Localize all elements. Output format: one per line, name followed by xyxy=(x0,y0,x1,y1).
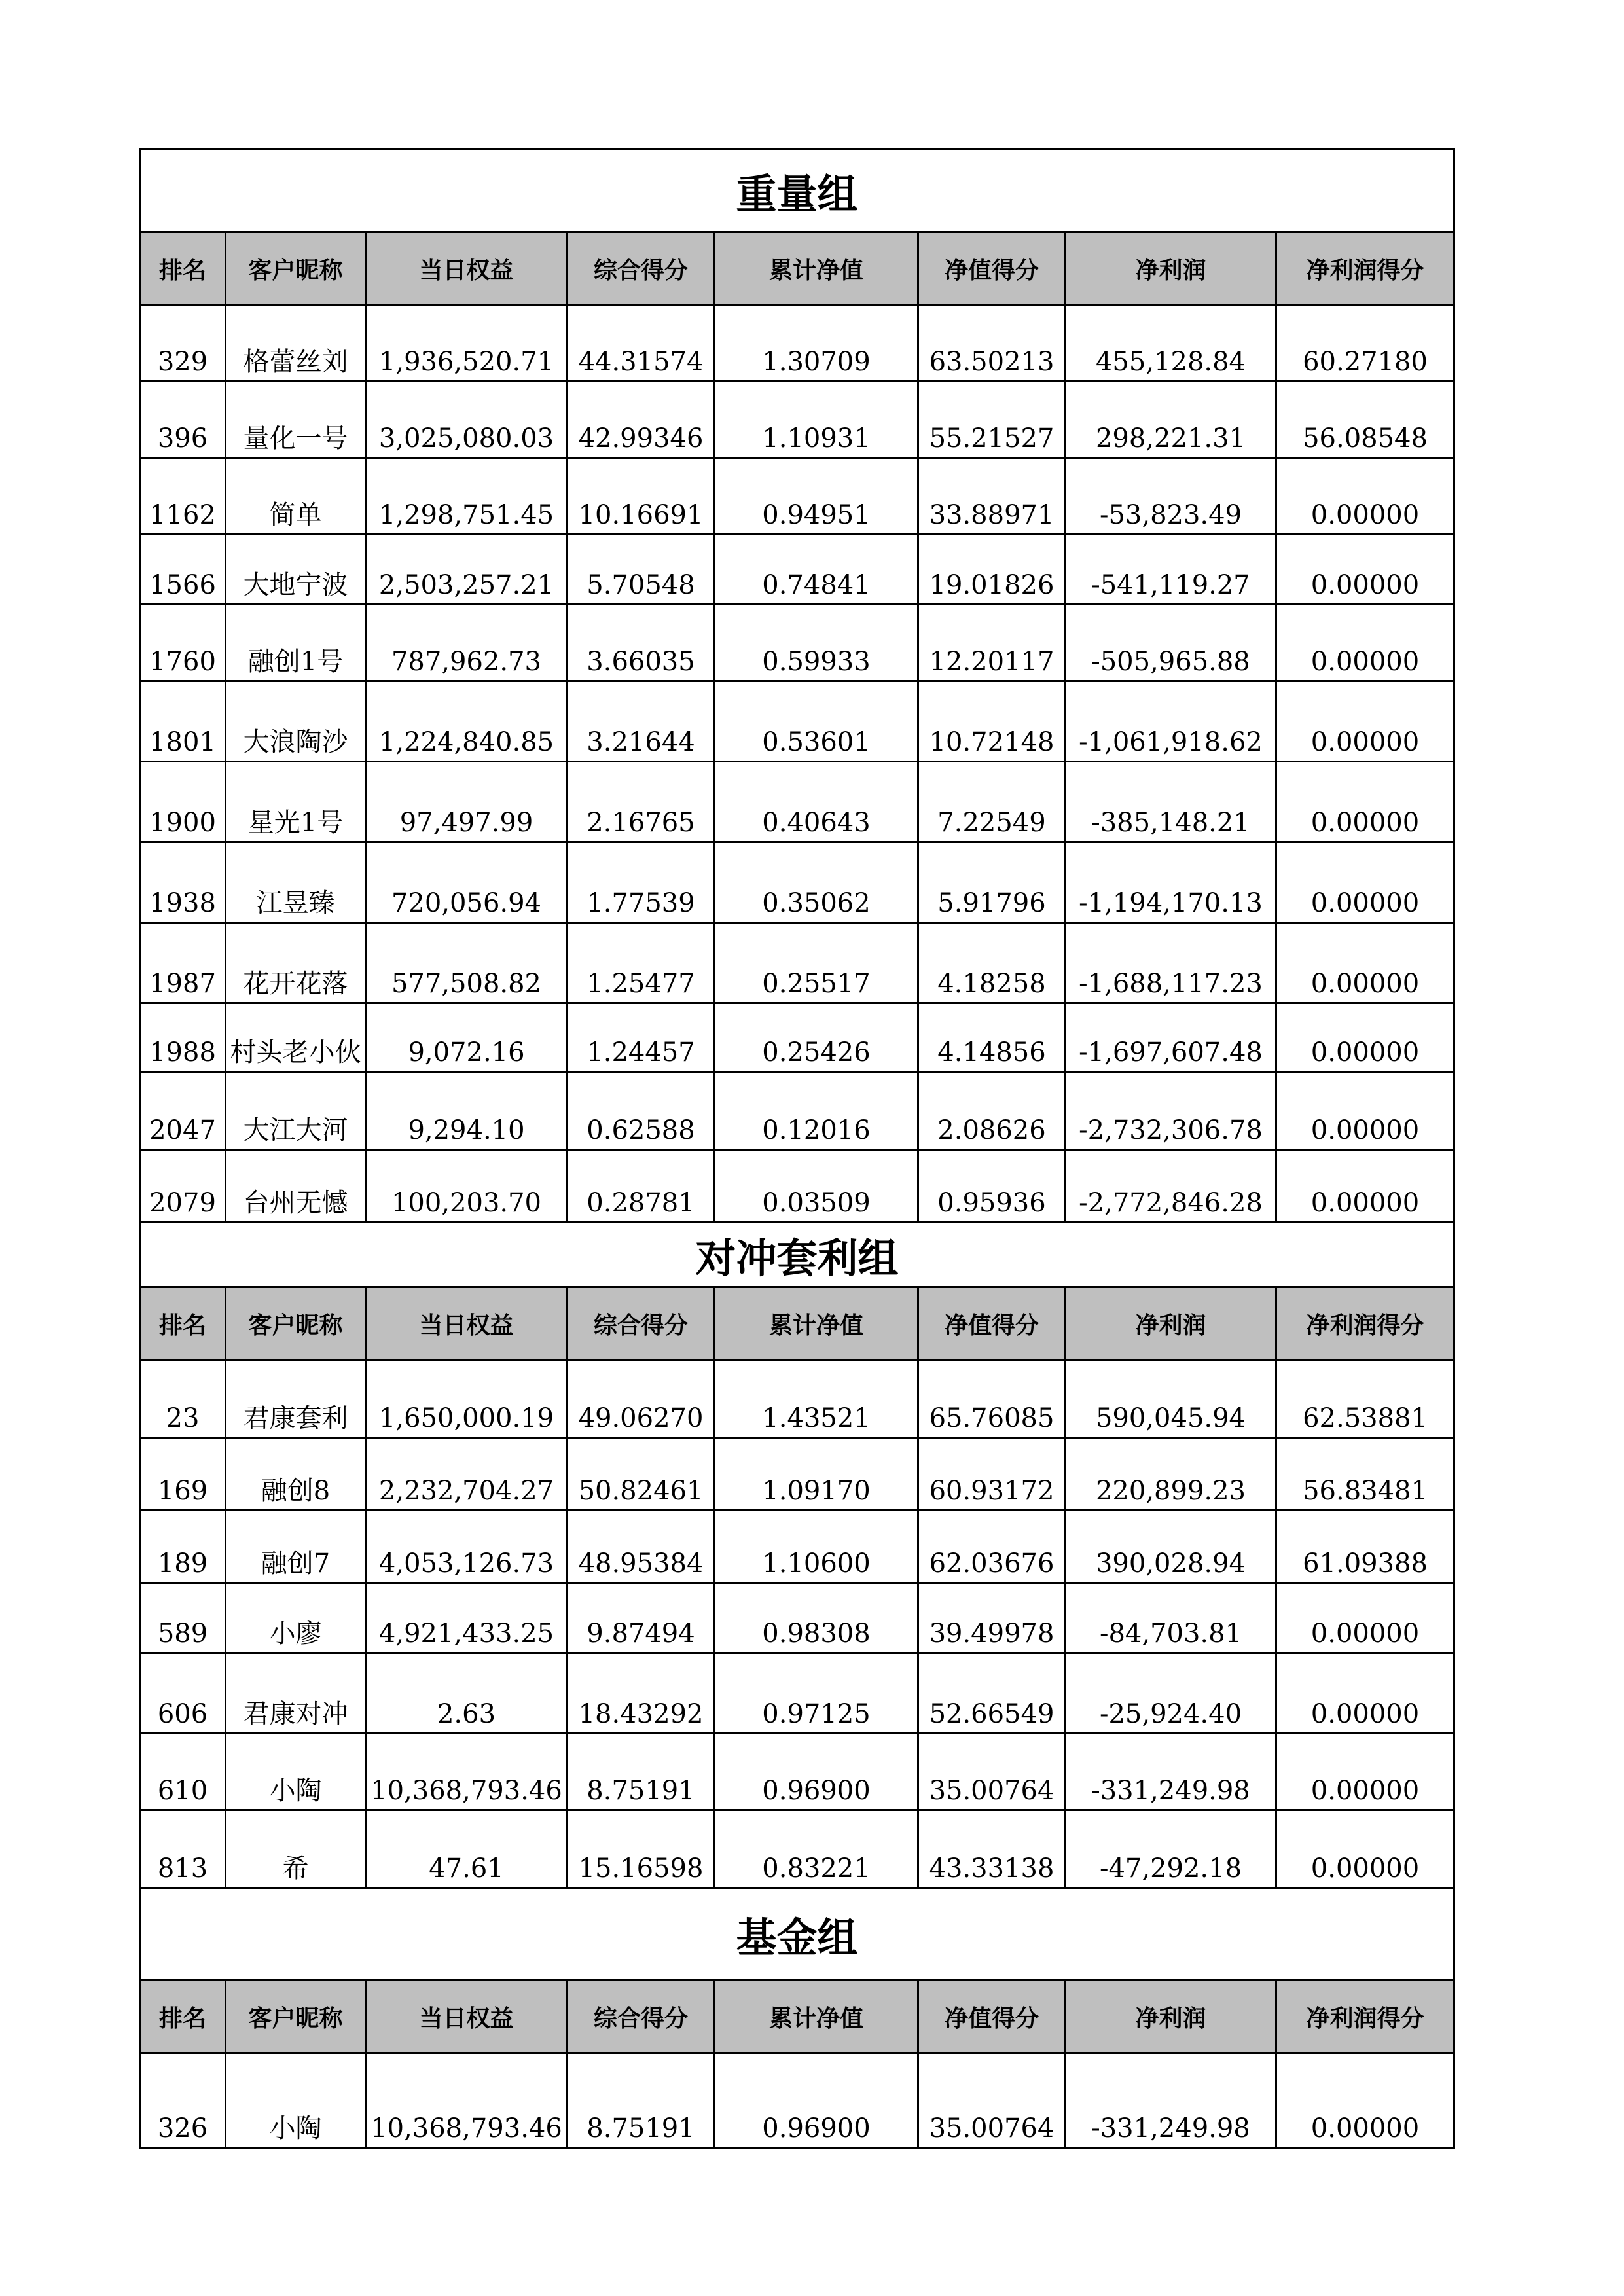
cell-nickname: 大浪陶沙 xyxy=(226,681,366,762)
cell-net-profit-score: 0.00000 xyxy=(1276,923,1454,1003)
cell-cumulative-nav: 0.94951 xyxy=(715,458,918,535)
table-row xyxy=(140,1072,1454,1150)
group-title: 重量组 xyxy=(140,149,1454,232)
cell-composite-score: 44.31574 xyxy=(568,305,715,382)
cell-cumulative-nav: 0.83221 xyxy=(715,1810,918,1888)
cell-net-profit: 390,028.94 xyxy=(1066,1511,1276,1583)
cell-net-profit: -25,924.40 xyxy=(1066,1653,1276,1734)
cell-equity: 2.63 xyxy=(366,1653,568,1734)
cell-composite-score: 1.24457 xyxy=(568,1003,715,1072)
cell-nav-score: 19.01826 xyxy=(918,535,1066,605)
header-row xyxy=(140,232,1454,305)
cell-net-profit-score: 0.00000 xyxy=(1276,605,1454,681)
column-header-net-profit: 净利润 xyxy=(1066,1287,1276,1360)
header-row xyxy=(140,1287,1454,1360)
cell-nav-score: 35.00764 xyxy=(918,1734,1066,1810)
cell-net-profit-score: 0.00000 xyxy=(1276,762,1454,842)
cell-nav-score: 60.93172 xyxy=(918,1438,1066,1511)
cell-composite-score: 9.87494 xyxy=(568,1583,715,1653)
cell-net-profit: 590,045.94 xyxy=(1066,1360,1276,1438)
cell-cumulative-nav: 0.53601 xyxy=(715,681,918,762)
column-header-equity: 当日权益 xyxy=(366,1287,568,1360)
cell-rank: 329 xyxy=(140,305,226,382)
cell-nickname: 君康套利 xyxy=(226,1360,366,1438)
cell-nickname: 台州无憾 xyxy=(226,1150,366,1223)
column-header-rank: 排名 xyxy=(140,232,226,305)
table-row xyxy=(140,1360,1454,1438)
cell-nav-score: 35.00764 xyxy=(918,2053,1066,2148)
cell-net-profit-score: 56.08548 xyxy=(1276,382,1454,458)
column-header-equity: 当日权益 xyxy=(366,232,568,305)
cell-net-profit-score: 0.00000 xyxy=(1276,681,1454,762)
cell-net-profit: -2,772,846.28 xyxy=(1066,1150,1276,1223)
column-header-nav-score: 净值得分 xyxy=(918,1287,1066,1360)
cell-composite-score: 2.16765 xyxy=(568,762,715,842)
table-row xyxy=(140,923,1454,1003)
cell-rank: 23 xyxy=(140,1360,226,1438)
cell-cumulative-nav: 1.10600 xyxy=(715,1511,918,1583)
cell-rank: 2079 xyxy=(140,1150,226,1223)
column-header-net-profit-score: 净利润得分 xyxy=(1276,232,1454,305)
cell-composite-score: 49.06270 xyxy=(568,1360,715,1438)
cell-cumulative-nav: 0.03509 xyxy=(715,1150,918,1223)
cell-nickname: 简单 xyxy=(226,458,366,535)
cell-rank: 169 xyxy=(140,1438,226,1511)
cell-nav-score: 4.14856 xyxy=(918,1003,1066,1072)
column-header-nickname: 客户昵称 xyxy=(226,1981,366,2053)
cell-net-profit: -47,292.18 xyxy=(1066,1810,1276,1888)
cell-net-profit-score: 60.27180 xyxy=(1276,305,1454,382)
cell-net-profit-score: 0.00000 xyxy=(1276,1003,1454,1072)
cell-nickname: 希 xyxy=(226,1810,366,1888)
cell-nickname: 花开花落 xyxy=(226,923,366,1003)
cell-nav-score: 5.91796 xyxy=(918,842,1066,923)
column-header-net-profit: 净利润 xyxy=(1066,1981,1276,2053)
cell-nickname: 小廖 xyxy=(226,1583,366,1653)
cell-equity: 1,298,751.45 xyxy=(366,458,568,535)
table-row xyxy=(140,1150,1454,1223)
table-row xyxy=(140,842,1454,923)
cell-equity: 100,203.70 xyxy=(366,1150,568,1223)
cell-composite-score: 3.21644 xyxy=(568,681,715,762)
cell-net-profit-score: 61.09388 xyxy=(1276,1511,1454,1583)
cell-equity: 1,224,840.85 xyxy=(366,681,568,762)
cell-nav-score: 10.72148 xyxy=(918,681,1066,762)
cell-rank: 1162 xyxy=(140,458,226,535)
table-row xyxy=(140,1511,1454,1583)
cell-nav-score: 55.21527 xyxy=(918,382,1066,458)
cell-net-profit: -331,249.98 xyxy=(1066,1734,1276,1810)
table-row xyxy=(140,605,1454,681)
cell-nav-score: 52.66549 xyxy=(918,1653,1066,1734)
cell-net-profit: 220,899.23 xyxy=(1066,1438,1276,1511)
ranking-sheet xyxy=(139,148,1453,2149)
cell-equity: 577,508.82 xyxy=(366,923,568,1003)
cell-net-profit-score: 0.00000 xyxy=(1276,1072,1454,1150)
cell-composite-score: 8.75191 xyxy=(568,1734,715,1810)
cell-net-profit-score: 0.00000 xyxy=(1276,535,1454,605)
cell-rank: 610 xyxy=(140,1734,226,1810)
column-header-nickname: 客户昵称 xyxy=(226,1287,366,1360)
group-title-row xyxy=(140,149,1454,232)
cell-composite-score: 1.77539 xyxy=(568,842,715,923)
cell-nav-score: 33.88971 xyxy=(918,458,1066,535)
group-title-row xyxy=(140,1888,1454,1981)
column-header-rank: 排名 xyxy=(140,1287,226,1360)
cell-cumulative-nav: 1.09170 xyxy=(715,1438,918,1511)
cell-rank: 606 xyxy=(140,1653,226,1734)
cell-cumulative-nav: 0.98308 xyxy=(715,1583,918,1653)
cell-cumulative-nav: 0.12016 xyxy=(715,1072,918,1150)
column-header-net-profit-score: 净利润得分 xyxy=(1276,1981,1454,2053)
cell-nav-score: 39.49978 xyxy=(918,1583,1066,1653)
cell-nickname: 江昱臻 xyxy=(226,842,366,923)
cell-cumulative-nav: 1.43521 xyxy=(715,1360,918,1438)
column-header-nickname: 客户昵称 xyxy=(226,232,366,305)
table-row xyxy=(140,382,1454,458)
cell-rank: 189 xyxy=(140,1511,226,1583)
cell-nickname: 融创7 xyxy=(226,1511,366,1583)
column-header-nav-score: 净值得分 xyxy=(918,232,1066,305)
cell-net-profit-score: 0.00000 xyxy=(1276,1810,1454,1888)
cell-cumulative-nav: 0.74841 xyxy=(715,535,918,605)
cell-cumulative-nav: 0.25517 xyxy=(715,923,918,1003)
cell-nickname: 量化一号 xyxy=(226,382,366,458)
table-row xyxy=(140,458,1454,535)
cell-nickname: 星光1号 xyxy=(226,762,366,842)
cell-composite-score: 1.25477 xyxy=(568,923,715,1003)
cell-cumulative-nav: 0.35062 xyxy=(715,842,918,923)
cell-net-profit-score: 62.53881 xyxy=(1276,1360,1454,1438)
cell-cumulative-nav: 1.30709 xyxy=(715,305,918,382)
cell-composite-score: 15.16598 xyxy=(568,1810,715,1888)
cell-composite-score: 10.16691 xyxy=(568,458,715,535)
cell-cumulative-nav: 1.10931 xyxy=(715,382,918,458)
column-header-rank: 排名 xyxy=(140,1981,226,2053)
cell-net-profit: -53,823.49 xyxy=(1066,458,1276,535)
cell-net-profit: -2,732,306.78 xyxy=(1066,1072,1276,1150)
cell-rank: 813 xyxy=(140,1810,226,1888)
cell-equity: 1,936,520.71 xyxy=(366,305,568,382)
group-title-row xyxy=(140,1223,1454,1287)
cell-net-profit: -331,249.98 xyxy=(1066,2053,1276,2148)
cell-net-profit-score: 0.00000 xyxy=(1276,2053,1454,2148)
table-row xyxy=(140,681,1454,762)
cell-net-profit: 455,128.84 xyxy=(1066,305,1276,382)
cell-composite-score: 18.43292 xyxy=(568,1653,715,1734)
cell-nickname: 融创1号 xyxy=(226,605,366,681)
cell-equity: 3,025,080.03 xyxy=(366,382,568,458)
cell-net-profit: 298,221.31 xyxy=(1066,382,1276,458)
cell-rank: 2047 xyxy=(140,1072,226,1150)
cell-nickname: 君康对冲 xyxy=(226,1653,366,1734)
table-row xyxy=(140,1734,1454,1810)
cell-net-profit: -505,965.88 xyxy=(1066,605,1276,681)
table-row xyxy=(140,2053,1454,2148)
cell-composite-score: 0.28781 xyxy=(568,1150,715,1223)
cell-rank: 1801 xyxy=(140,681,226,762)
cell-equity: 720,056.94 xyxy=(366,842,568,923)
cell-equity: 4,053,126.73 xyxy=(366,1511,568,1583)
cell-equity: 2,232,704.27 xyxy=(366,1438,568,1511)
column-header-composite-score: 综合得分 xyxy=(568,232,715,305)
cell-equity: 10,368,793.46 xyxy=(366,1734,568,1810)
cell-composite-score: 42.99346 xyxy=(568,382,715,458)
cell-equity: 10,368,793.46 xyxy=(366,2053,568,2148)
cell-cumulative-nav: 0.59933 xyxy=(715,605,918,681)
cell-cumulative-nav: 0.96900 xyxy=(715,2053,918,2148)
cell-equity: 787,962.73 xyxy=(366,605,568,681)
cell-nickname: 小陶 xyxy=(226,1734,366,1810)
cell-nickname: 融创8 xyxy=(226,1438,366,1511)
cell-composite-score: 8.75191 xyxy=(568,2053,715,2148)
cell-rank: 326 xyxy=(140,2053,226,2148)
cell-rank: 589 xyxy=(140,1583,226,1653)
cell-net-profit: -541,119.27 xyxy=(1066,535,1276,605)
cell-composite-score: 5.70548 xyxy=(568,535,715,605)
column-header-cumulative-nav: 累计净值 xyxy=(715,1287,918,1360)
table-row xyxy=(140,1810,1454,1888)
cell-net-profit-score: 0.00000 xyxy=(1276,458,1454,535)
cell-nav-score: 2.08626 xyxy=(918,1072,1066,1150)
cell-cumulative-nav: 0.40643 xyxy=(715,762,918,842)
table-row xyxy=(140,1583,1454,1653)
cell-rank: 1987 xyxy=(140,923,226,1003)
cell-nav-score: 12.20117 xyxy=(918,605,1066,681)
cell-nickname: 村头老小伙 xyxy=(226,1003,366,1072)
cell-net-profit: -84,703.81 xyxy=(1066,1583,1276,1653)
cell-composite-score: 48.95384 xyxy=(568,1511,715,1583)
cell-rank: 1566 xyxy=(140,535,226,605)
cell-net-profit: -1,061,918.62 xyxy=(1066,681,1276,762)
cell-net-profit-score: 0.00000 xyxy=(1276,1653,1454,1734)
column-header-composite-score: 综合得分 xyxy=(568,1287,715,1360)
cell-nickname: 大江大河 xyxy=(226,1072,366,1150)
cell-net-profit-score: 0.00000 xyxy=(1276,1734,1454,1810)
cell-equity: 97,497.99 xyxy=(366,762,568,842)
cell-nickname: 大地宁波 xyxy=(226,535,366,605)
cell-nav-score: 43.33138 xyxy=(918,1810,1066,1888)
table-row xyxy=(140,762,1454,842)
cell-rank: 1900 xyxy=(140,762,226,842)
group-title: 对冲套利组 xyxy=(140,1223,1454,1287)
cell-nav-score: 63.50213 xyxy=(918,305,1066,382)
cell-net-profit: -385,148.21 xyxy=(1066,762,1276,842)
cell-net-profit: -1,697,607.48 xyxy=(1066,1003,1276,1072)
cell-net-profit-score: 0.00000 xyxy=(1276,842,1454,923)
cell-equity: 1,650,000.19 xyxy=(366,1360,568,1438)
table-row xyxy=(140,1653,1454,1734)
cell-cumulative-nav: 0.97125 xyxy=(715,1653,918,1734)
column-header-equity: 当日权益 xyxy=(366,1981,568,2053)
cell-cumulative-nav: 0.96900 xyxy=(715,1734,918,1810)
cell-nickname: 格蕾丝刘 xyxy=(226,305,366,382)
column-header-net-profit: 净利润 xyxy=(1066,232,1276,305)
group-title: 基金组 xyxy=(140,1888,1454,1981)
cell-equity: 4,921,433.25 xyxy=(366,1583,568,1653)
cell-composite-score: 0.62588 xyxy=(568,1072,715,1150)
cell-net-profit-score: 0.00000 xyxy=(1276,1583,1454,1653)
cell-net-profit-score: 56.83481 xyxy=(1276,1438,1454,1511)
cell-net-profit-score: 0.00000 xyxy=(1276,1150,1454,1223)
cell-nav-score: 65.76085 xyxy=(918,1360,1066,1438)
header-row xyxy=(140,1981,1454,2053)
cell-equity: 2,503,257.21 xyxy=(366,535,568,605)
table-row xyxy=(140,535,1454,605)
cell-equity: 9,072.16 xyxy=(366,1003,568,1072)
cell-rank: 1760 xyxy=(140,605,226,681)
cell-equity: 47.61 xyxy=(366,1810,568,1888)
cell-equity: 9,294.10 xyxy=(366,1072,568,1150)
cell-net-profit: -1,688,117.23 xyxy=(1066,923,1276,1003)
table-row xyxy=(140,1003,1454,1072)
column-header-net-profit-score: 净利润得分 xyxy=(1276,1287,1454,1360)
column-header-cumulative-nav: 累计净值 xyxy=(715,1981,918,2053)
cell-nav-score: 62.03676 xyxy=(918,1511,1066,1583)
table-row xyxy=(140,305,1454,382)
cell-net-profit: -1,194,170.13 xyxy=(1066,842,1276,923)
table-row xyxy=(140,1438,1454,1511)
ranking-table xyxy=(139,148,1455,2149)
cell-nav-score: 7.22549 xyxy=(918,762,1066,842)
cell-composite-score: 3.66035 xyxy=(568,605,715,681)
column-header-cumulative-nav: 累计净值 xyxy=(715,232,918,305)
cell-rank: 1938 xyxy=(140,842,226,923)
cell-nickname: 小陶 xyxy=(226,2053,366,2148)
cell-nav-score: 4.18258 xyxy=(918,923,1066,1003)
cell-rank: 1988 xyxy=(140,1003,226,1072)
cell-cumulative-nav: 0.25426 xyxy=(715,1003,918,1072)
column-header-nav-score: 净值得分 xyxy=(918,1981,1066,2053)
cell-composite-score: 50.82461 xyxy=(568,1438,715,1511)
column-header-composite-score: 综合得分 xyxy=(568,1981,715,2053)
cell-nav-score: 0.95936 xyxy=(918,1150,1066,1223)
cell-rank: 396 xyxy=(140,382,226,458)
